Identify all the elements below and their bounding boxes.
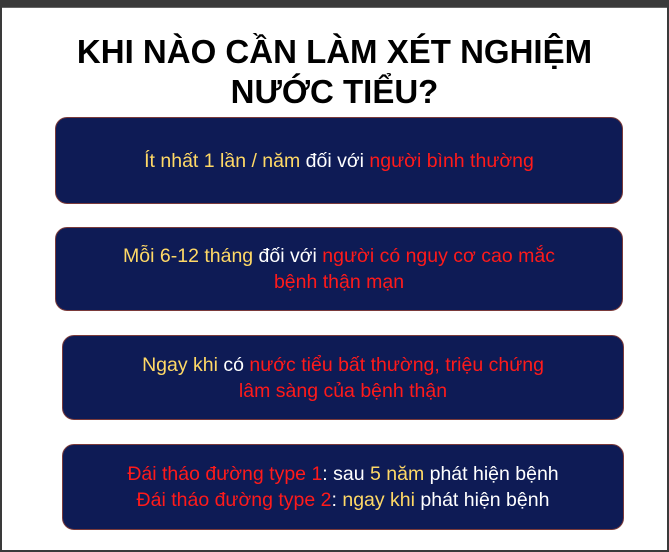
box-text — [144, 148, 534, 174]
box-text-segment: người bình thường — [369, 149, 534, 172]
box-text-segment: Mỗi 6-12 tháng — [123, 245, 254, 267]
box-text-segment: người có nguy cơ cao mắc — [322, 245, 555, 267]
box-text — [123, 243, 555, 295]
box-text-segment: Đái tháo đường type 1 — [127, 463, 323, 485]
box-text-segment: Đái tháo đường type 2 — [136, 489, 332, 511]
box-text-segment: nước tiểu bất thường, triệu chứng — [249, 353, 544, 376]
info-box-abnormal — [62, 335, 624, 420]
box-text-segment: : — [331, 489, 343, 511]
box-text-segment: lâm sàng của bệnh thận — [238, 379, 448, 402]
box-text-segment: phát hiện bệnh — [424, 463, 559, 485]
box-text-segment: đối với — [253, 245, 323, 267]
box-text — [142, 352, 544, 404]
box-text-segment: Ngay khi — [142, 353, 218, 376]
box-text-segment: : sau — [322, 463, 370, 485]
info-box-high-risk — [55, 227, 623, 311]
box-text-segment: 5 năm — [370, 463, 425, 485]
slide-title — [2, 32, 667, 112]
title-line-2: NƯỚC TIỂU? — [230, 73, 439, 110]
box-text-segment: Ít nhất 1 lần / năm — [144, 149, 301, 172]
box-text-segment: đối với — [300, 149, 370, 172]
title-line-1: KHI NÀO CẦN LÀM XÉT NGHIỆM — [76, 33, 593, 70]
box-text-segment: ngay khi — [342, 489, 415, 511]
slide — [2, 7, 667, 550]
box-text-segment: phát hiện bệnh — [414, 489, 550, 511]
info-box-annual — [55, 117, 623, 204]
box-text — [127, 461, 558, 513]
box-text-segment: bệnh thận mạn — [273, 271, 405, 293]
info-box-diabetes — [62, 444, 624, 530]
box-text-segment: có — [217, 353, 250, 376]
